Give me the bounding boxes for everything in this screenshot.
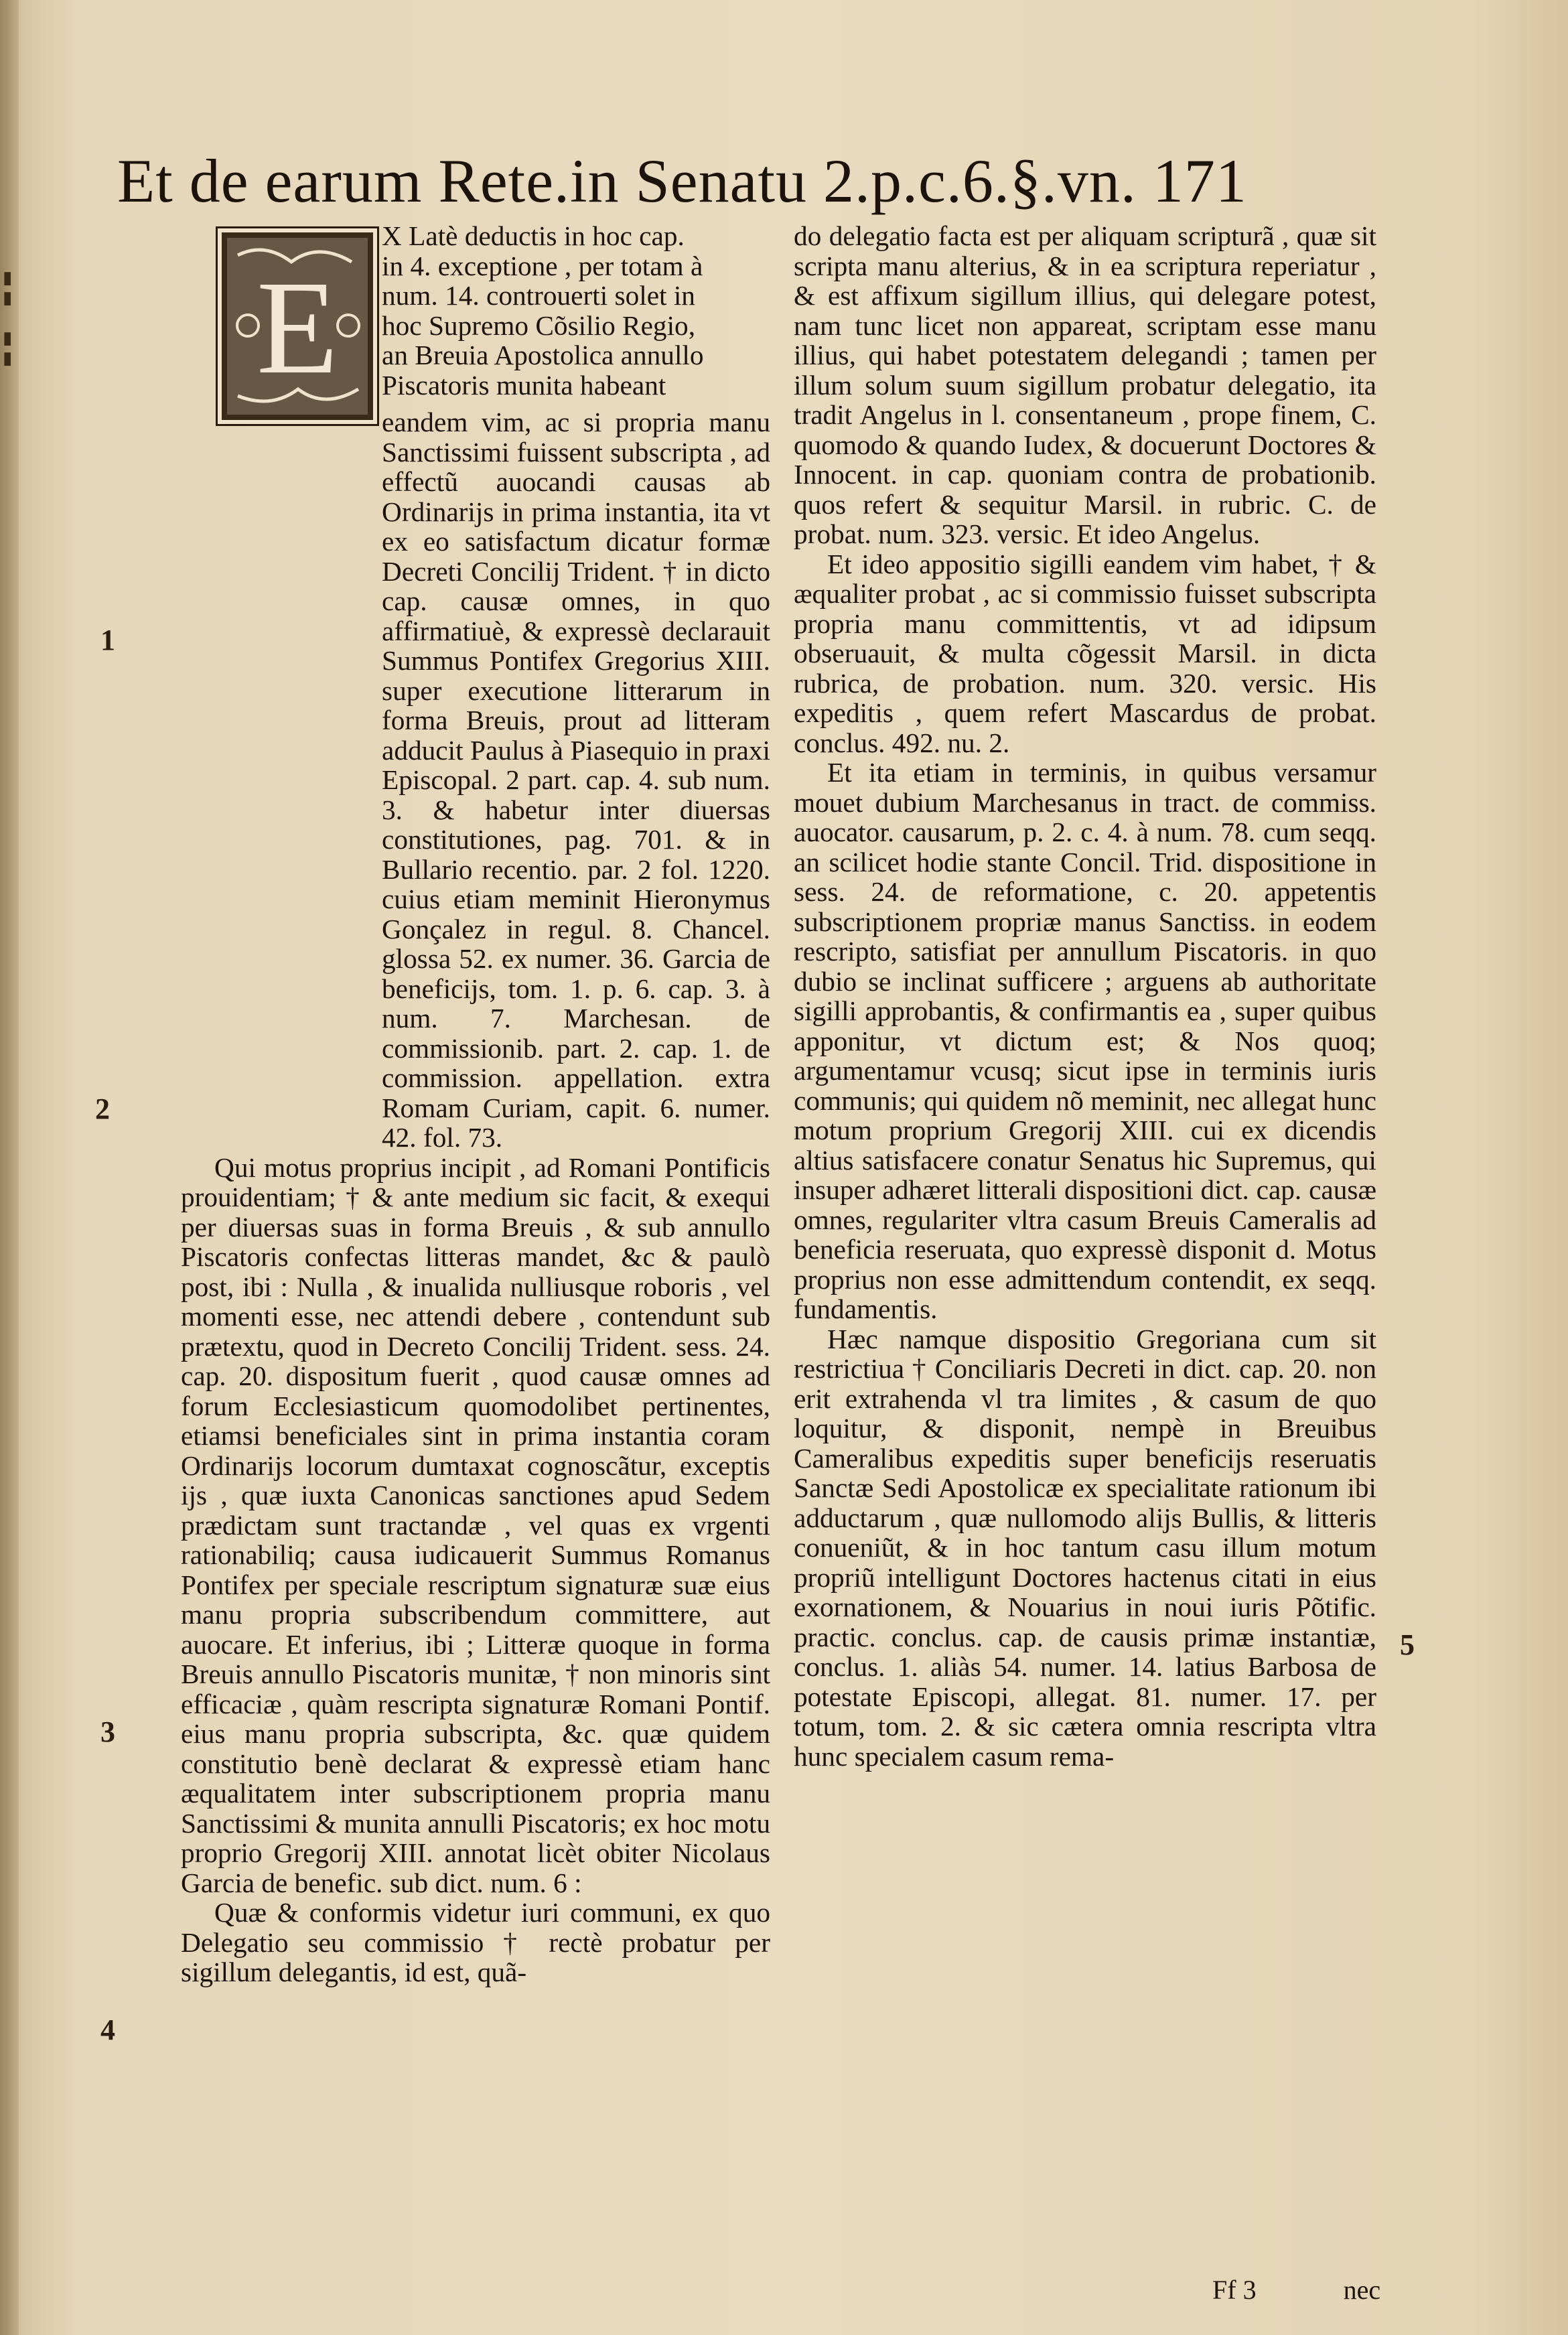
signature-mark: Ff 3 [1212,2275,1257,2305]
decorated-initial [216,226,379,426]
margin-number-1: 1 [100,624,115,656]
margin-number-5: 5 [1400,1628,1415,1661]
ornamental-initial-icon [218,228,377,424]
drop-line-3: num. 14. controuerti solet in [382,280,695,311]
edge-marks: ▮ ▮ ▮ ▮ [3,268,13,368]
drop-line-4: hoc Supremo Cõsilio Regio, [382,309,696,341]
drop-line-2: in 4. exceptione , per totam à [382,250,703,281]
left-paragraph-2: Qui motus proprius incipit , ad Romani Pontificis prouidentiam; † & ante medium sic facit, & exequi per diuersas suas in forma Breuis , & sub annullo Piscatoris confectas litteras mandet, &c & paulò post, ibi : Nulla , & inualida nulliusque roboris , vel momenti esse, nec attendi debere , contendunt sub prætextu, quod in Decreto Concilij Trident. sess. 24. cap. 20. dispositum fuerit , quod causæ omnes ad forum Ecclesiasticum quomodolibet pertinentes, etiamsi beneficiales sint in prima instantia coram Ordinarijs locorum dumtaxat cognoscãtur, exceptis ijs , quæ iuxta Canonicas sanctiones apud Sedem prædictam sunt tractandæ , vel quas ex vrgenti rationabiliq; causa iudicauerit Summus Romanus Pontifex per speciale rescriptum signaturæ suæ eius manu propria subscribendum committere, aut auocare. Et inferius, ibi ; Litteræ quoque in forma Breuis annullo Piscatoris munitæ, † non minoris sint efficaciæ , quàm rescripta signaturæ Romani Pontif. eius manu propria subscripta, &c. quæ quidem constitutio benè declarat & expressè etiam hanc æqualitatem inter subscriptionem propria manu Sanctissimi & munita annulli Piscatoris; ex hoc motu proprio Gregorij XIII. annotat licèt obiter Nicolaus Garcia de benefic. sub dict. num. 6 : [181,1151,770,1898]
margin-number-3: 3 [100,1715,115,1748]
drop-line-5: an Breuia Apostolica annullo [382,340,704,370]
right-column [794,221,1376,1771]
right-paragraph-4: Hæc namque dispositio Gregoriana cum sit restrictiua † Conciliaris Decreti in dict. cap. 20. non erit extrahenda vl tra limites , & casum de quo loquitur, & disponit, nempè in Breuibus Cameralibus expeditis super beneficijs reseruatis Sanctæ Sedi Apostolicæ ex specialitate rationum ibi adductarum , quæ nullomodo alijs Bullis, & litteris conueniũt, & in hoc tantum casu illum motum propriũ intelligunt Doctores hactenus citati in eius exornationem, & Nouarius in noui iuris Põtific. practic. conclus. cap. de causis primæ instantiæ, conclus. 1. aliàs 54. numer. 14. latius Barbosa de potestate Episcopi, allegat. 81. numer. 17. per totum, tom. 2. & sic cætera omnia rescripta vltra hunc specialem casum rema- [794,1323,1376,1772]
drop-line-6: Piscatoris munita habeant [382,369,666,401]
left-paragraph-3: Quæ & conformis videtur iuri communi, ex quo Delegatio seu commissio † rectè probatur per sigillum delegantis, id est, quã- [181,1897,770,1987]
running-head: Et de earum Rete.in Senatu 2.p.c.6.§.vn. 171 [117,147,1247,215]
drop-line-1: X Latè deductis in hoc cap. [382,220,685,251]
margin-number-2: 2 [95,1092,110,1125]
left-column [181,221,770,1987]
right-paragraph-2: Et ideo appositio sigilli eandem vim habet, † & æqualiter probat , ac si commissio fuisset subscripta propria manu committentis, vt ad idipsum obseruauit, & multa cõgessit Marsil. in dicta rubrica, de probation. num. 320. versic. His expeditis , quem refert Mascardus de probat. conclus. 492. nu. 2. [794,548,1376,758]
margin-number-4: 4 [100,2013,115,2046]
right-paragraph-3: Et ita etiam in terminis, in quibus versamur mouet dubium Marchesanus in tract. de commiss. auocator. causarum, p. 2. c. 4. à num. 78. cum seqq. an scilicet hodie stante Concil. Trid. dispositione in sess. 24. de reformatione, c. 20. appetentis subscriptionem propriæ manus Sanctiss. in eodem rescripto, satisfiat per annullum Piscatoris. in quo dubio se inclinat sufficere ; arguens ab authoritate sigilli approbantis, & confirmantis ea , super quibus apponitur, vt dictum est; & Nos quoq; argumentamur vcusq; sicut ipse in terminis iuris communis; qui quidem nõ meminit, nec allegat hunc motum proprium Gregorij XIII. cui ex dicendis altius satisfacere conatur Senatus hic Supremus, qui insuper adhæret litterali dispositioni dict. cap. causæ omnes, regulariter vltra casum Breuis Cameralis ad beneficia reseruata, quo expressè disponit d. Motus proprius non esse admittendum contendit, ex seqq. fundamentis. [794,757,1376,1324]
catchword: nec [1343,2275,1381,2305]
right-paragraph-1: do delegatio facta est per aliquam scripturã , quæ sit scripta manu alterius, & in ea scriptura reperiatur , & est affixum sigillum illius, qui delegare potest, nam tunc licet non appareat, scriptam esse manu illius, qui habet potestatem delegandi ; tamen per illum solum suum sigillum probatur delegatio, ita tradit Angelus in l. consentaneum , prope finem, C. quomodo & quando Iudex, & docuerunt Doctores & Innocent. in cap. quoniam contra de probationib. quos refert & sequitur Marsil. in rubric. C. de probat. num. 323. versic. Et ideo Angelus. [794,220,1376,549]
left-paragraph-1: eandem vim, ac si propria manu Sanctissimi fuissent subscripta , ad effectũ auocandi causas ab Ordinarijs in prima instantia, ita vt ex eo satisfactum dicatur formæ Decreti Concilij Trident. † in dicto cap. causæ omnes, in quo affirmatiuè, & expressè declarauit Summus Pontifex Gregorius XIII. super executione litterarum in forma Breuis, prout ad litteram adducit Paulus à Piasequio in praxi Episcopal. 2 part. cap. 4. sub num. 3. & habetur inter diuersas constitutiones, pag. 701. & in Bullario recentio. par. 2 fol. 1220. cuius etiam meminit Hieronymus Gonçalez in regul. 8. Chancel. glossa 52. ex numer. 36. Garcia de beneficijs, tom. 1. p. 6. cap. 3. à num. 7. Marchesan. de commissionib. part. 2. cap. 1. de commission. appellation. extra Romam Curiam, capit. 6. numer. 42. fol. 73. [382,407,770,1153]
svg-text:E: E [256,254,339,402]
signature-line [1212,2274,1380,2306]
